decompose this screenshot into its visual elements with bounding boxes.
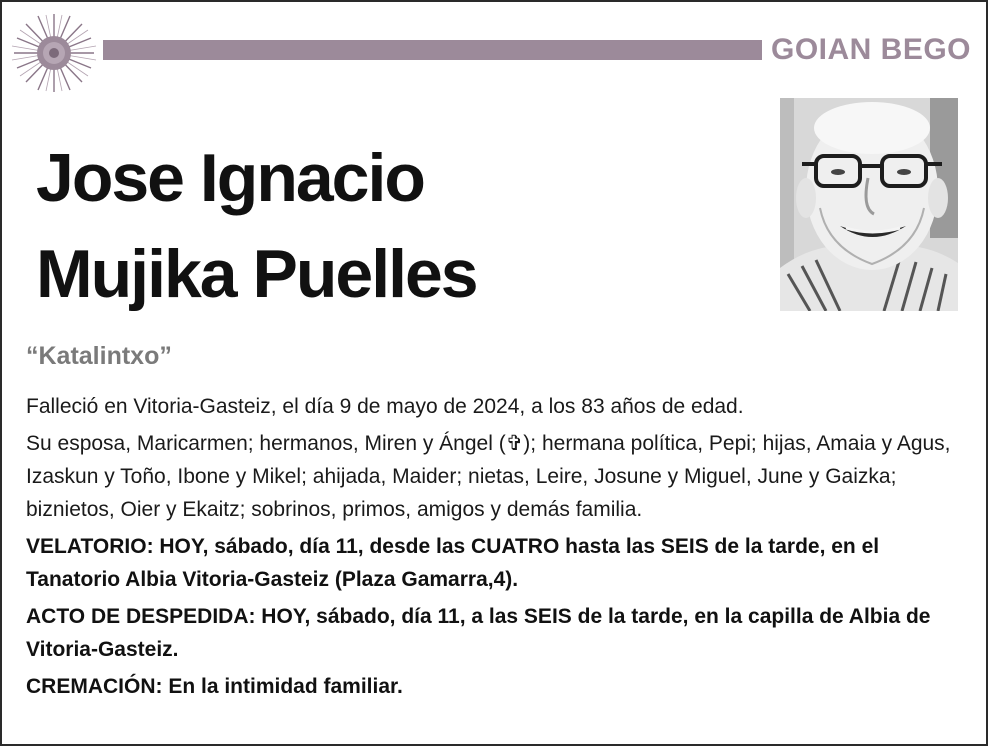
portrait-photo bbox=[780, 98, 958, 311]
deceased-name bbox=[36, 130, 477, 322]
deceased-name-line-2: Mujika Puelles bbox=[36, 236, 477, 312]
wake-details: VELATORIO: HOY, sábado, día 11, desde las CUATRO hasta las SEIS de la tarde, en el Tanatorio Albia Vitoria-Gasteiz (Plaza Gamarra,4). bbox=[26, 535, 880, 591]
farewell-details: ACTO DE DESPEDIDA: HOY, sábado, día 11, a las SEIS de la tarde, en la capilla de Albia de Vitoria-Gasteiz. bbox=[26, 605, 931, 661]
deceased-name-line-1: Jose Ignacio bbox=[36, 140, 424, 216]
death-notice: Falleció en Vitoria-Gasteiz, el día 9 de mayo de 2024, a los 83 años de edad. bbox=[26, 395, 744, 418]
nickname: “Katalintxo” bbox=[26, 342, 172, 370]
organization-name: GOIAN BEGO bbox=[771, 33, 972, 66]
family-list: Su esposa, Maricarmen; hermanos, Miren y Ángel (✞); hermana política, Pepi; hijas, Amaia y Agus, Izaskun y Toño, Ibone y Mikel; ahijada, Maider; nietas, Leire, Josune y Miguel, June y Gaizka; biznietos, Oier y Ekaitz; sobrinos, primos, amigos y demás familia. bbox=[26, 432, 951, 521]
announcement-text bbox=[26, 390, 966, 707]
cremation-details: CREMACIÓN: En la intimidad familiar. bbox=[26, 675, 403, 698]
header-bar bbox=[103, 40, 762, 60]
thistle-flower-icon bbox=[8, 10, 100, 96]
